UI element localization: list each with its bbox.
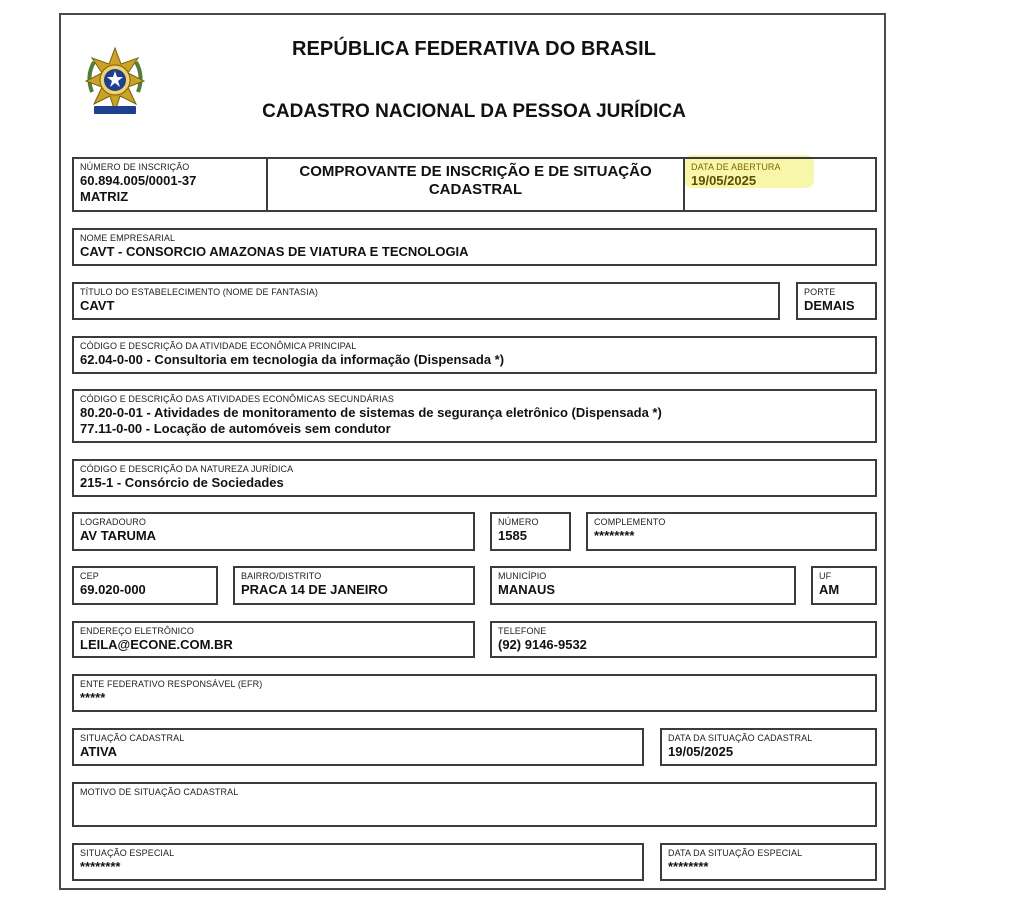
- titulo-estabelecimento-label: TÍTULO DO ESTABELECIMENTO (NOME DE FANTASIA): [80, 287, 318, 297]
- nome-empresarial-value: CAVT - CONSORCIO AMAZONAS DE VIATURA E TECNOLOGIA: [80, 244, 469, 259]
- nome-empresarial-label: NOME EMPRESARIAL: [80, 233, 176, 243]
- data-abertura-value: 19/05/2025: [691, 173, 757, 188]
- situacao-especial-value: ********: [80, 859, 121, 874]
- page-subtitle: CADASTRO NACIONAL DA PESSOA JURÍDICA: [262, 101, 686, 122]
- nome-empresarial-box: [72, 228, 877, 266]
- complemento-value: ********: [594, 528, 635, 543]
- data-situacao-especial-label: DATA DA SITUAÇÃO ESPECIAL: [668, 848, 803, 858]
- situacao-especial-label: SITUAÇÃO ESPECIAL: [80, 848, 175, 858]
- atividade-secundaria-item: 80.20-0-01 - Atividades de monitoramento de sistemas de segurança eletrônico (Dispensada *): [80, 405, 662, 420]
- telefone-box: [490, 621, 877, 658]
- data-situacao-especial-box: [660, 843, 877, 881]
- email-label: ENDEREÇO ELETRÔNICO: [80, 626, 194, 636]
- brazil-coat-of-arms-icon: [80, 46, 150, 118]
- municipio-label: MUNICÍPIO: [498, 571, 547, 581]
- atividade-principal-box: [72, 336, 877, 374]
- efr-value: *****: [80, 690, 106, 705]
- situacao-especial-box: [72, 843, 644, 881]
- cep-label: CEP: [80, 571, 99, 581]
- numero-inscricao-label: NÚMERO DE INSCRIÇÃO: [80, 162, 190, 172]
- document-title: [266, 157, 685, 212]
- titulo-estabelecimento-box: [72, 282, 780, 320]
- numero-inscricao-box: [72, 157, 268, 212]
- titulo-estabelecimento-value: CAVT: [80, 298, 115, 313]
- situacao-cadastral-label: SITUAÇÃO CADASTRAL: [80, 733, 185, 743]
- telefone-label: TELEFONE: [498, 626, 547, 636]
- data-situacao-cadastral-box: [660, 728, 877, 766]
- data-situacao-especial-value: ********: [668, 859, 709, 874]
- numero-box: [490, 512, 571, 551]
- motivo-situacao-label: MOTIVO DE SITUAÇÃO CADASTRAL: [80, 787, 239, 797]
- numero-value: 1585: [498, 528, 527, 543]
- porte-label: PORTE: [804, 287, 836, 297]
- porte-value: DEMAIS: [804, 298, 855, 313]
- data-abertura-label: DATA DE ABERTURA: [691, 162, 781, 172]
- uf-value: AM: [819, 582, 840, 597]
- matriz-value: MATRIZ: [80, 189, 129, 204]
- natureza-juridica-label: CÓDIGO E DESCRIÇÃO DA NATUREZA JURÍDICA: [80, 464, 294, 474]
- uf-label: UF: [819, 571, 832, 581]
- atividade-principal-label: CÓDIGO E DESCRIÇÃO DA ATIVIDADE ECONÔMICA PRINCIPAL: [80, 341, 357, 351]
- atividade-principal-value: 62.04-0-00 - Consultoria em tecnologia da informação (Dispensada *): [80, 352, 505, 367]
- natureza-juridica-value: 215-1 - Consórcio de Sociedades: [80, 475, 284, 490]
- data-situacao-cadastral-value: 19/05/2025: [668, 744, 734, 759]
- bairro-value: PRACA 14 DE JANEIRO: [241, 582, 388, 597]
- data-situacao-cadastral-label: DATA DA SITUAÇÃO CADASTRAL: [668, 733, 813, 743]
- page-title: REPÚBLICA FEDERATIVA DO BRASIL: [291, 38, 657, 60]
- municipio-box: [490, 566, 796, 605]
- bairro-box: [233, 566, 475, 605]
- motivo-situacao-box: [72, 782, 877, 827]
- atividades-secundarias-box: [72, 389, 877, 443]
- email-value: LEILA@ECONE.COM.BR: [80, 637, 233, 652]
- email-box: [72, 621, 475, 658]
- document-title-line2: CADASTRAL: [428, 181, 523, 198]
- telefone-value: (92) 9146-9532: [498, 637, 587, 652]
- efr-box: [72, 674, 877, 712]
- logradouro-value: AV TARUMA: [80, 528, 157, 543]
- uf-box: [811, 566, 877, 605]
- numero-inscricao-value: 60.894.005/0001-37: [80, 173, 197, 188]
- complemento-label: COMPLEMENTO: [594, 517, 666, 527]
- porte-box: [796, 282, 877, 320]
- atividades-secundarias-label: CÓDIGO E DESCRIÇÃO DAS ATIVIDADES ECONÔMICAS SECUNDÁRIAS: [80, 394, 394, 404]
- cep-box: [72, 566, 218, 605]
- natureza-juridica-box: [72, 459, 877, 497]
- document-title-line1: COMPROVANTE DE INSCRIÇÃO E DE SITUAÇÃO: [299, 163, 652, 180]
- numero-label: NÚMERO: [498, 517, 539, 527]
- cep-value: 69.020-000: [80, 582, 146, 597]
- bairro-label: BAIRRO/DISTRITO: [241, 571, 322, 581]
- complemento-box: [586, 512, 877, 551]
- situacao-cadastral-value: ATIVA: [80, 744, 118, 759]
- efr-label: ENTE FEDERATIVO RESPONSÁVEL (EFR): [80, 679, 263, 689]
- logradouro-box: [72, 512, 475, 551]
- situacao-cadastral-box: [72, 728, 644, 766]
- municipio-value: MANAUS: [498, 582, 556, 597]
- atividade-secundaria-item: 77.11-0-00 - Locação de automóveis sem condutor: [80, 421, 391, 436]
- logradouro-label: LOGRADOURO: [80, 517, 147, 527]
- data-abertura-box: [683, 157, 877, 212]
